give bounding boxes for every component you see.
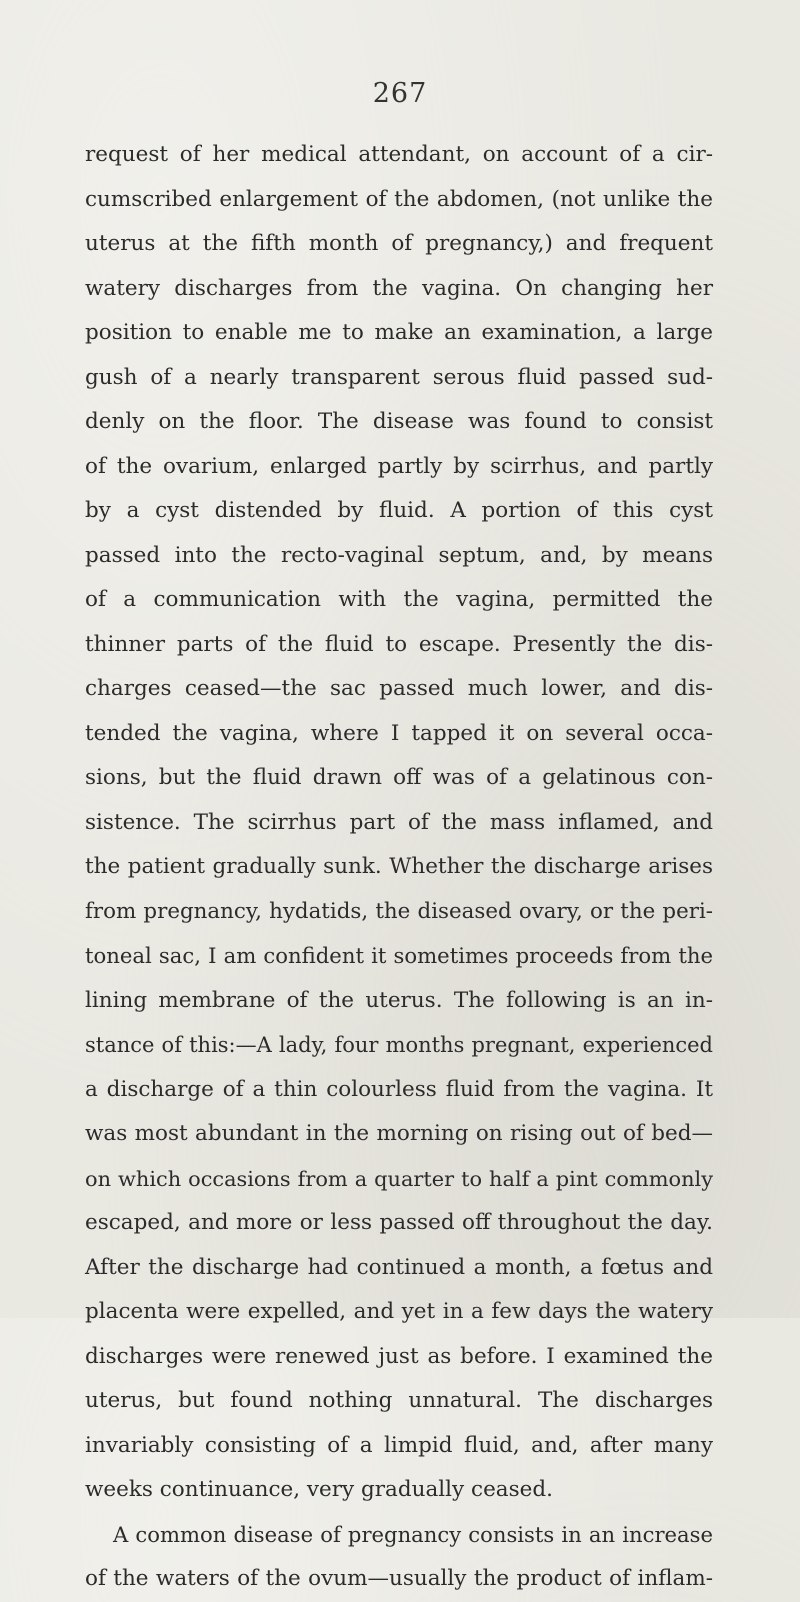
text-line: escaped, and more or less passed off throughout the day. [85, 1210, 713, 1235]
text-line: denly on the floor. The disease was found to consist [85, 409, 713, 434]
paragraph-start-line: A common disease of pregnancy consists in an increase [113, 1521, 713, 1547]
body-text [85, 133, 713, 1602]
text-line: thinner parts of the fluid to escape. Presently the dis- [85, 631, 713, 657]
text-line: of the ovarium, enlarged partly by scirrhus, and partly [85, 453, 713, 479]
text-line: uterus, but found nothing unnatural. The discharges [85, 1388, 713, 1413]
text-line: gush of a nearly transparent serous fluid passed sud- [85, 364, 713, 390]
text-line: the patient gradually sunk. Whether the discharge arises [85, 854, 713, 879]
text-line: sistence. The scirrhus part of the mass inflamed, and [85, 809, 713, 835]
text-line: invariably consisting of a limpid fluid, and, after many [85, 1432, 713, 1458]
paragraph-end-line: weeks continuance, very gradually ceased. [85, 1477, 553, 1502]
text-line: toneal sac, I am confident it sometimes proceeds from the [85, 943, 713, 968]
text-line: a discharge of a thin colourless fluid from the vagina. It [85, 1076, 713, 1102]
text-line: lining membrane of the uterus. The following is an in- [85, 987, 713, 1013]
text-line: position to enable me to make an examination, a large [85, 320, 713, 345]
text-line: request of her medical attendant, on account of a cir- [85, 142, 713, 167]
text-line: from pregnancy, hydatids, the diseased ovary, or the peri- [85, 898, 713, 924]
text-line: charges ceased—the sac passed much lower, and dis- [85, 676, 713, 701]
text-line: stance of this:—A lady, four months pregnant, experienced [85, 1033, 713, 1057]
text-line: discharges were renewed just as before. I examined the [85, 1343, 713, 1369]
text-line: passed into the recto-vaginal septum, and, by means [85, 542, 713, 568]
text-line: sions, but the fluid drawn off was of a gelatinous con- [85, 765, 713, 790]
text-line: by a cyst distended by fluid. A portion of this cyst [85, 498, 713, 523]
text-line: cumscribed enlargement of the abdomen, (not unlike the [85, 186, 713, 212]
text-line: tended the vagina, where I tapped it on several occa- [85, 720, 713, 746]
text-line: watery discharges from the vagina. On changing her [85, 275, 713, 301]
text-line: of the waters of the ovum—usually the product of inflam- [85, 1566, 713, 1591]
text-line: After the discharge had continued a month, a fœtus and [85, 1254, 713, 1280]
text-line: of a communication with the vagina, permitted the [85, 587, 713, 612]
page-number: 267 [372, 78, 428, 109]
text-line: was most abundant in the morning on rising out of bed— [85, 1121, 713, 1146]
text-line: uterus at the fifth month of pregnancy,) and frequent [85, 231, 713, 256]
text-line: on which occasions from a quarter to half a pint commonly [85, 1166, 713, 1191]
text-line: placenta were expelled, and yet in a few days the watery [85, 1299, 713, 1324]
